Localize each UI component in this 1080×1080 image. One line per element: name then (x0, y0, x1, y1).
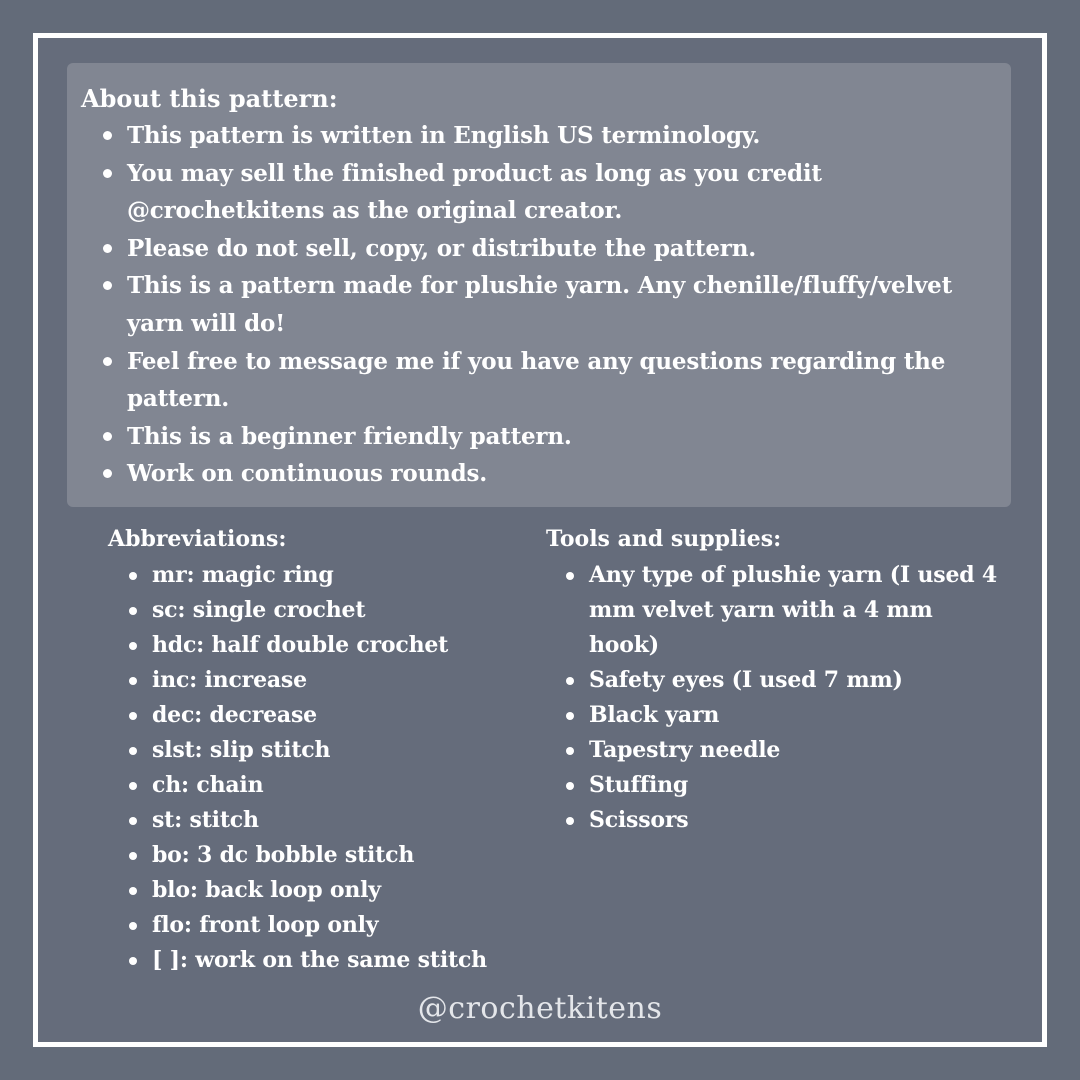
abbreviation-item: flo: front loop only (152, 908, 528, 943)
tool-item: Scissors (589, 803, 1006, 838)
abbreviation-item: [ ]: work on the same stitch (152, 943, 528, 978)
abbreviations-list (108, 558, 528, 978)
about-item: This is a pattern made for plushie yarn. Any chenille/fluffy/velvet yarn will do! (127, 267, 1006, 342)
abbreviation-item: dec: decrease (152, 698, 528, 733)
about-item: You may sell the finished product as long as you credit @crochetkitens as the original creator. (127, 155, 1006, 230)
tool-item: Black yarn (589, 698, 1006, 733)
about-item: Please do not sell, copy, or distribute the pattern. (127, 230, 1006, 268)
tools-list (546, 558, 1006, 838)
about-list (81, 117, 1006, 493)
about-title: About this pattern: (81, 84, 338, 113)
about-item: This pattern is written in English US terminology. (127, 117, 1006, 155)
abbreviation-item: sc: single crochet (152, 593, 528, 628)
tool-item: Any type of plushie yarn (I used 4 mm velvet yarn with a 4 mm hook) (589, 558, 1006, 663)
tools-title: Tools and supplies: (546, 526, 782, 552)
abbreviations-title: Abbreviations: (108, 526, 287, 552)
abbreviation-item: blo: back loop only (152, 873, 528, 908)
tool-item: Tapestry needle (589, 733, 1006, 768)
abbreviation-item: hdc: half double crochet (152, 628, 528, 663)
about-item: Feel free to message me if you have any questions regarding the pattern. (127, 343, 1006, 418)
tool-item: Stuffing (589, 768, 1006, 803)
tool-item: Safety eyes (I used 7 mm) (589, 663, 1006, 698)
abbreviation-item: st: stitch (152, 803, 528, 838)
abbreviation-item: mr: magic ring (152, 558, 528, 593)
about-item: This is a beginner friendly pattern. (127, 418, 1006, 456)
creator-handle: @crochetkitens (417, 991, 663, 1026)
abbreviation-item: bo: 3 dc bobble stitch (152, 838, 528, 873)
abbreviation-item: slst: slip stitch (152, 733, 528, 768)
abbreviation-item: ch: chain (152, 768, 528, 803)
about-item: Work on continuous rounds. (127, 455, 1006, 493)
abbreviation-item: inc: increase (152, 663, 528, 698)
